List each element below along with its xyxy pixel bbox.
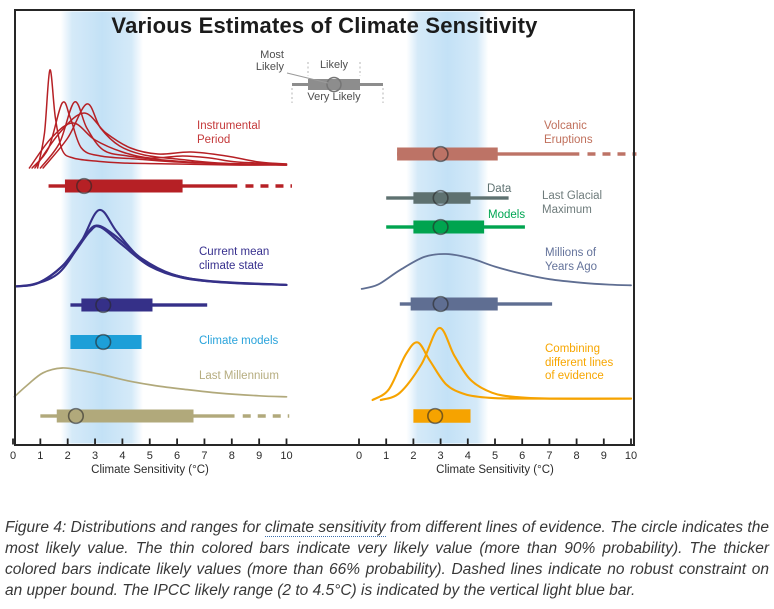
label-line: different lines xyxy=(545,356,614,369)
series-label-instrumental-period xyxy=(197,120,260,147)
x-axis-tick-label: 10 xyxy=(624,450,638,462)
current_mean-likely-bar xyxy=(81,299,152,312)
label-line: Last Glacial xyxy=(542,190,603,202)
instrumental-likely-bar xyxy=(65,180,183,193)
caption-link-climate-sensitivity[interactable]: climate sensitivity xyxy=(264,518,386,536)
x-axis-tick-label: 2 xyxy=(64,450,71,462)
x-axis-tick-label: 6 xyxy=(519,450,526,462)
x-axis-tick-label: 10 xyxy=(280,450,293,462)
label-line: Climate models xyxy=(199,335,279,347)
series-label-volcanic xyxy=(544,120,593,147)
x-axis-tick-label: 3 xyxy=(91,450,99,462)
chart-title: Various Estimates of Climate Sensitivity xyxy=(111,13,538,38)
label-line: Data xyxy=(487,183,512,195)
series-label-last-millennium xyxy=(199,370,279,384)
label-line: Combining xyxy=(545,343,600,355)
x-axis-tick-label: 2 xyxy=(410,450,417,462)
series-label-lgm-data xyxy=(487,183,511,197)
x-axis-tick-label: 8 xyxy=(573,450,580,462)
x-axis-tick-label: 1 xyxy=(37,450,44,462)
legend-most-likely-label: Most Likely xyxy=(255,49,284,73)
x-axis-tick-label: 9 xyxy=(600,450,607,462)
series-label-combining-evidence xyxy=(545,343,613,384)
x-axis-tick-label: 5 xyxy=(491,450,499,462)
x-axis-tick-label: 9 xyxy=(256,450,263,462)
lgm_data-likely-bar xyxy=(413,192,470,204)
x-axis-tick-label: 1 xyxy=(383,450,390,462)
label-line: of evidence xyxy=(545,370,604,382)
x-axis-tick-label: 6 xyxy=(174,450,181,462)
x-axis-tick-label: 7 xyxy=(546,450,553,462)
label-line: climate state xyxy=(199,259,264,272)
legend-very-likely-label: Very Likely xyxy=(307,91,361,103)
label-line: Eruptions xyxy=(544,133,593,146)
x-axis-tick-label: 8 xyxy=(228,450,235,462)
label-line: Years Ago xyxy=(545,260,598,273)
label-line: Millions of xyxy=(545,247,597,259)
caption-text: Figure 4: Distributions and ranges for xyxy=(5,518,265,536)
x-axis-tick-label: 5 xyxy=(146,450,153,462)
x-axis-tick-label: 0 xyxy=(9,450,17,462)
label-line: Volcanic xyxy=(544,120,587,132)
legend-likely-bar xyxy=(308,79,360,90)
label-line: Maximum xyxy=(542,203,592,216)
series-label-millions-years-ago xyxy=(545,247,597,274)
label-line: Instrumental xyxy=(197,120,261,132)
figure-caption xyxy=(5,517,769,602)
last_millennium-likely-bar xyxy=(57,410,194,423)
series-label-climate-models xyxy=(199,335,278,349)
label-line: Models xyxy=(488,209,526,221)
x-axis-tick-label: 7 xyxy=(201,450,208,462)
x-axis-tick-label: 0 xyxy=(355,450,363,462)
climate_models-likely-bar xyxy=(70,335,141,349)
x-axis-tick-label: 4 xyxy=(464,450,471,462)
legend-pointer-line xyxy=(287,73,328,83)
lgm_models-likely-bar xyxy=(413,221,484,234)
label-line: Period xyxy=(197,133,231,146)
label-line: Last Millennium xyxy=(199,370,279,382)
group-label-last-glacial-maximum xyxy=(542,190,602,217)
x-axis-tick-label: 3 xyxy=(437,450,444,462)
caption-text: from different lines of evidence. The circle indicates the most likely value. The thin colored bars indicate very likely value (more than 90% probability). The thicker colored bars indicate likely values (more than 66% probability). Dashed lines indicate no robust constraint on an upper bound. The IPCC likely range (2 to 4.5°C) is indicated by the vertical light blue bar. xyxy=(5,518,769,600)
series-label-lgm-models xyxy=(488,209,525,223)
millions-likely-bar xyxy=(411,298,498,311)
label-line: Current mean xyxy=(199,246,270,258)
legend-likely-label: Likely xyxy=(319,59,349,71)
x-axis-tick-label: 4 xyxy=(119,450,126,462)
x-axis-title-left: Climate Sensitivity (°C) xyxy=(91,464,209,476)
series-label-current-mean xyxy=(199,246,269,273)
x-axis-title-right: Climate Sensitivity (°C) xyxy=(436,464,554,476)
